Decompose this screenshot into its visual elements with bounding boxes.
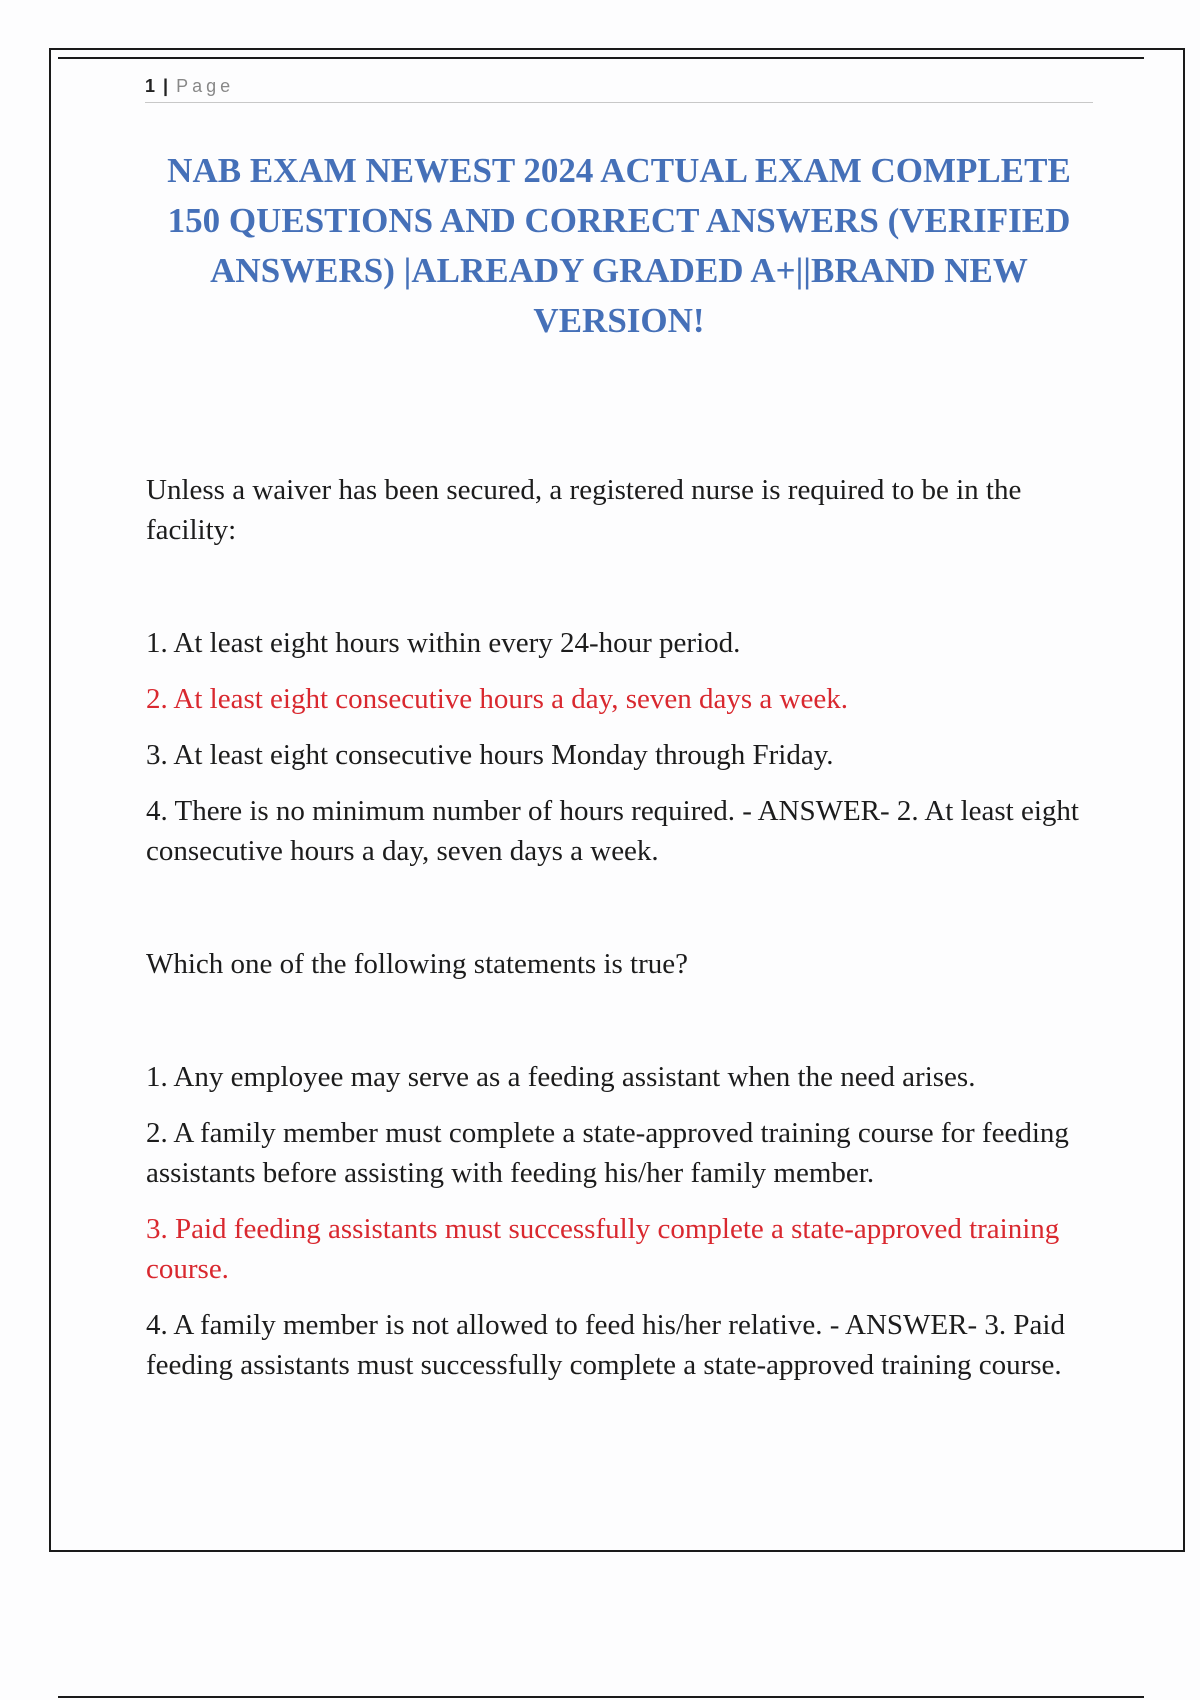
page-label: Page: [176, 76, 235, 96]
question-1-option-2-correct: 2. At least eight consecutive hours a day, seven days a week.: [146, 683, 848, 715]
question-1-option-4-answer: 4. There is no minimum number of hours required. - ANSWER- 2. At least eight consecutive hours a day, seven days a week.: [146, 795, 1079, 867]
question-2-options: [146, 1057, 1096, 1385]
question-2-option-3-correct: 3. Paid feeding assistants must successfully complete a state-approved training course.: [146, 1213, 1060, 1285]
question-2-option-4-answer: 4. A family member is not allowed to feed his/her relative. - ANSWER- 3. Paid feeding assistants must successfully complete a state-approved training course.: [146, 1309, 1065, 1381]
question-1-option-3: 3. At least eight consecutive hours Monday through Friday.: [146, 739, 834, 771]
document-body: [146, 470, 1096, 1401]
question-2: Which one of the following statements is true?: [146, 948, 688, 980]
page-header: [145, 74, 1093, 103]
document-title: NAB EXAM NEWEST 2024 ACTUAL EXAM COMPLETE 150 QUESTIONS AND CORRECT ANSWERS (VERIFIED ANSWERS) |ALREADY GRADED A+||BRAND NEW VERSION!: [167, 151, 1071, 340]
question-2-option-1: 1. Any employee may serve as a feeding assistant when the need arises.: [146, 1061, 976, 1093]
question-1-option-1: 1. At least eight hours within every 24-hour period.: [146, 627, 741, 659]
question-1: Unless a waiver has been secured, a registered nurse is required to be in the facility:: [146, 474, 1022, 546]
question-2-option-2: 2. A family member must complete a state-approved training course for feeding assistants before assisting with feeding his/her family member.: [146, 1117, 1069, 1189]
page-number: 1: [145, 76, 156, 96]
next-page-rule: [58, 1696, 1144, 1698]
header-rule: [58, 57, 1144, 59]
question-1-options: [146, 623, 1096, 871]
page-separator: |: [163, 76, 169, 96]
